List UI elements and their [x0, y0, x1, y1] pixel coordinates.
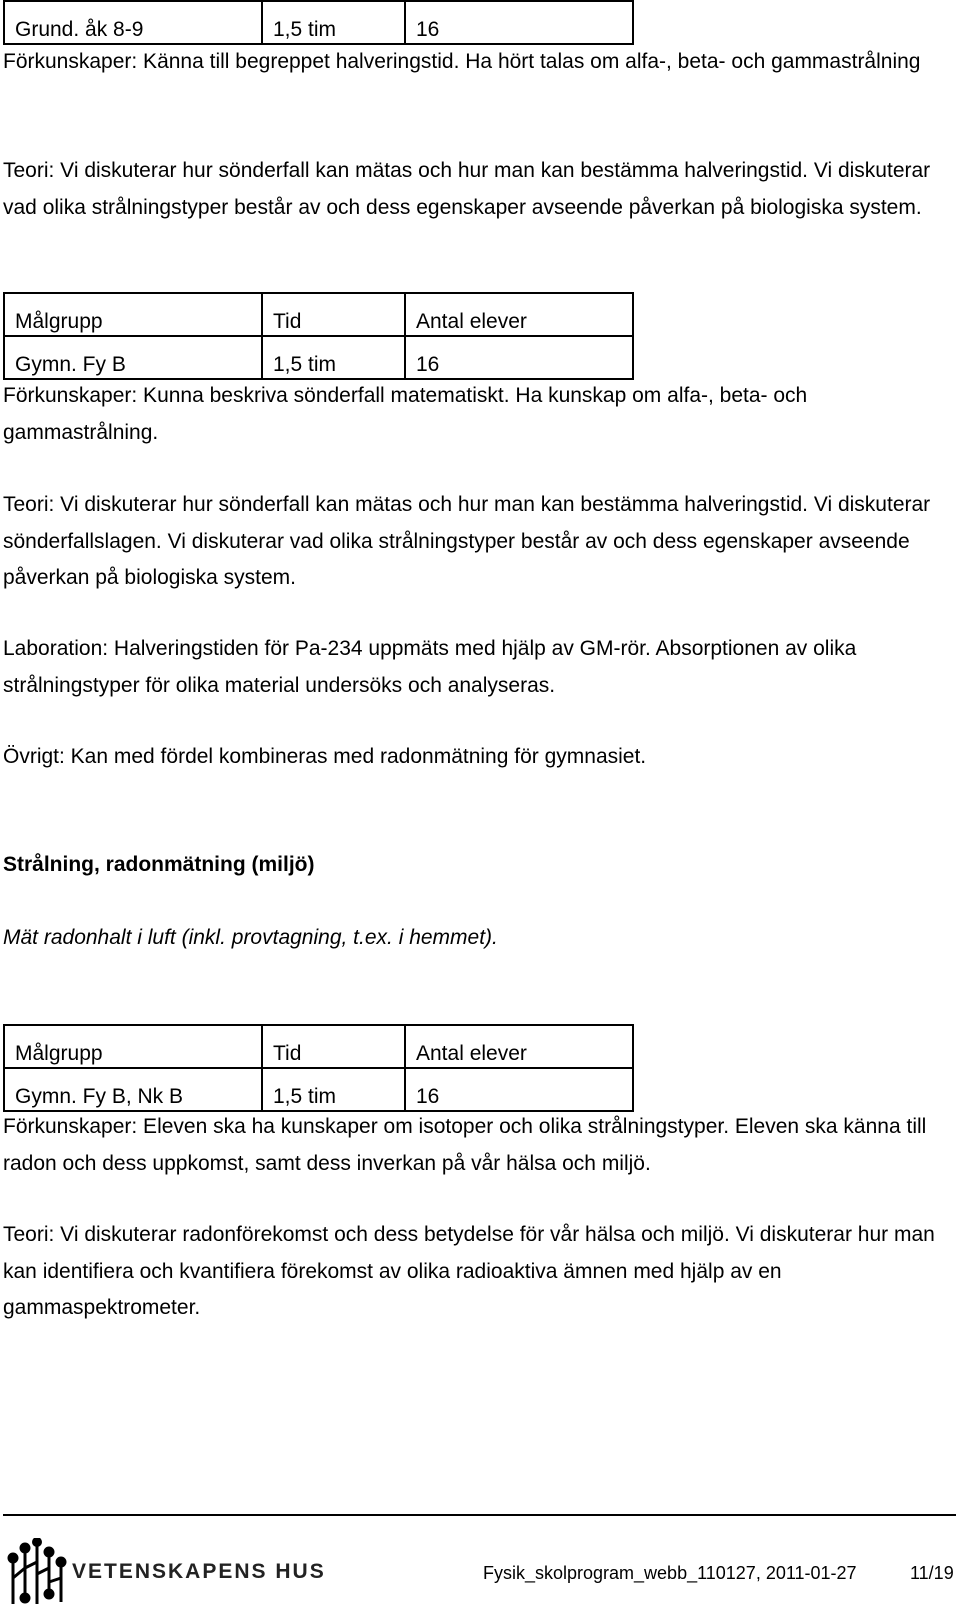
theory-paragraph: Teori: Vi diskuterar radonförekomst och dess betydelse för vår hälsa och miljö. Vi diskuterar hur man kan identifiera och kvantifiera förekomst av olika radioaktiva ämnen med hjälp av en gammaspektrometer.	[3, 1223, 935, 1319]
cell-count: 16	[405, 1068, 633, 1111]
cell-time: 1,5 tim	[262, 336, 405, 379]
prereq-paragraph: Förkunskaper: Eleven ska ha kunskaper om isotoper och olika strålningstyper. Eleven ska känna till radon och dess uppkomst, samt dess inverkan på vår hälsa och miljö.	[3, 1115, 927, 1175]
cell-group: Grund. åk 8-9	[4, 1, 262, 44]
cell-time: 1,5 tim	[262, 1, 405, 44]
header-time: Tid	[262, 1025, 405, 1068]
cell-group: Gymn. Fy B, Nk B	[4, 1068, 262, 1111]
footer-divider	[3, 1514, 956, 1516]
section-subtitle: Mät radonhalt i luft (inkl. provtagning, t.ex. i hemmet).	[3, 926, 498, 949]
footer-filename: Fysik_skolprogram_webb_110127, 2011-01-27	[483, 1563, 857, 1583]
header-time: Tid	[262, 293, 405, 336]
theory-paragraph: Teori: Vi diskuterar hur sönderfall kan mätas och hur man kan bestämma halveringstid. Vi diskuterar sönderfallslagen. Vi diskuterar vad olika strålningstyper består av och dess egenskaper avseende påverkan på biologiska system.	[3, 493, 931, 589]
table-row	[4, 1068, 633, 1111]
table-gymn-fy-b-nk-b	[3, 1024, 634, 1112]
header-target-group: Målgrupp	[4, 293, 262, 336]
other-paragraph: Övrigt: Kan med fördel kombineras med radonmätning för gymnasiet.	[3, 745, 647, 768]
prereq-paragraph: Förkunskaper: Känna till begreppet halveringstid. Ha hört talas om alfa-, beta- och gammastrålning	[3, 50, 921, 73]
header-students: Antal elever	[405, 293, 633, 336]
cell-time: 1,5 tim	[262, 1068, 405, 1111]
prereq-paragraph: Förkunskaper: Kunna beskriva sönderfall matematiskt. Ha kunskap om alfa-, beta- och gammastrålning.	[3, 384, 808, 444]
cell-count: 16	[405, 1, 633, 44]
table-header-row	[4, 293, 633, 336]
cell-group: Gymn. Fy B	[4, 336, 262, 379]
logo-wordmark: VETENSKAPENS HUS	[72, 1560, 326, 1583]
table-row	[4, 1, 633, 44]
header-target-group: Målgrupp	[4, 1025, 262, 1068]
theory-paragraph: Teori: Vi diskuterar hur sönderfall kan mätas och hur man kan bestämma halveringstid. Vi diskuterar vad olika strålningstyper består av och dess egenskaper avseende påverkan på biologiska system.	[3, 159, 931, 219]
cell-count: 16	[405, 336, 633, 379]
table-row	[4, 336, 633, 379]
table-gymn-fy-b	[3, 292, 634, 380]
section-heading: Strålning, radonmätning (miljö)	[3, 853, 315, 876]
table-grund	[3, 0, 634, 45]
table-header-row	[4, 1025, 633, 1068]
page-number: 11/19	[910, 1563, 954, 1583]
lab-paragraph: Laboration: Halveringstiden för Pa-234 uppmäts med hjälp av GM-rör. Absorptionen av olika strålningstyper för olika material undersöks och analyseras.	[3, 637, 857, 697]
header-students: Antal elever	[405, 1025, 633, 1068]
